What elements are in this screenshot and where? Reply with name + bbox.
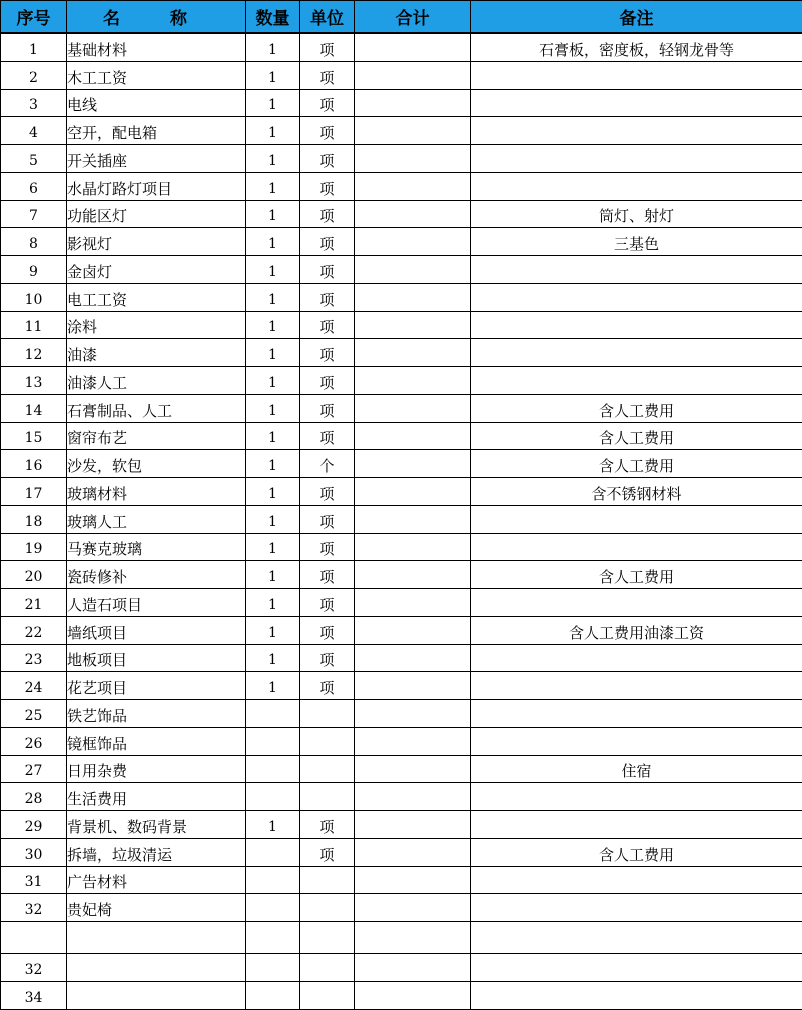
cell-no[interactable]: 27 bbox=[1, 755, 67, 783]
cell-qty[interactable]: 1 bbox=[246, 422, 300, 450]
cell-name[interactable]: 镜框饰品 bbox=[67, 727, 246, 755]
table-row bbox=[1, 33, 802, 61]
cell-unit[interactable]: 项 bbox=[300, 367, 355, 395]
cell-total[interactable] bbox=[355, 838, 471, 866]
cell-note[interactable] bbox=[471, 533, 802, 561]
cell-unit[interactable]: 项 bbox=[300, 61, 355, 89]
cell-note[interactable] bbox=[471, 505, 802, 533]
cell-no[interactable]: 1 bbox=[1, 33, 67, 61]
cell-qty[interactable]: 1 bbox=[246, 33, 300, 61]
cell-note[interactable]: 含人工费用 bbox=[471, 422, 802, 450]
table-row bbox=[1, 256, 802, 284]
cell-name[interactable]: 背景机、数码背景 bbox=[67, 811, 246, 839]
cell-qty[interactable] bbox=[246, 755, 300, 783]
cell-no[interactable]: 29 bbox=[1, 811, 67, 839]
cell-name[interactable]: 墙纸项目 bbox=[67, 616, 246, 644]
cell-unit[interactable] bbox=[300, 727, 355, 755]
cell-no[interactable]: 4 bbox=[1, 117, 67, 145]
cell-name[interactable]: 贵妃椅 bbox=[67, 894, 246, 922]
cell-qty[interactable]: 1 bbox=[246, 811, 300, 839]
cell-unit[interactable]: 项 bbox=[300, 311, 355, 339]
cell-qty[interactable] bbox=[246, 700, 300, 728]
cell-note[interactable]: 含人工费用油漆工资 bbox=[471, 616, 802, 644]
cell-total[interactable] bbox=[355, 700, 471, 728]
cell-note[interactable] bbox=[471, 811, 802, 839]
cell-no[interactable]: 13 bbox=[1, 367, 67, 395]
cell-unit[interactable]: 项 bbox=[300, 172, 355, 200]
cell-qty[interactable] bbox=[246, 981, 300, 1009]
table-row bbox=[1, 283, 802, 311]
cell-name[interactable]: 水晶灯路灯项目 bbox=[67, 172, 246, 200]
cell-note[interactable] bbox=[471, 783, 802, 811]
header-row bbox=[1, 1, 802, 34]
table-row bbox=[1, 311, 802, 339]
cell-qty[interactable]: 1 bbox=[246, 644, 300, 672]
table-row bbox=[1, 838, 802, 866]
cell-name[interactable] bbox=[67, 922, 246, 954]
table-row bbox=[1, 866, 802, 894]
cell-total[interactable] bbox=[355, 866, 471, 894]
cell-no[interactable]: 25 bbox=[1, 700, 67, 728]
cell-no[interactable]: 14 bbox=[1, 394, 67, 422]
cell-no[interactable]: 19 bbox=[1, 533, 67, 561]
cell-note[interactable] bbox=[471, 727, 802, 755]
cell-qty[interactable]: 1 bbox=[246, 89, 300, 117]
cell-no[interactable]: 8 bbox=[1, 228, 67, 256]
cell-no[interactable]: 3 bbox=[1, 89, 67, 117]
cell-note[interactable] bbox=[471, 367, 802, 395]
table-row bbox=[1, 727, 802, 755]
table-row bbox=[1, 117, 802, 145]
cell-note[interactable] bbox=[471, 283, 802, 311]
cell-note[interactable] bbox=[471, 172, 802, 200]
cell-total[interactable] bbox=[355, 589, 471, 617]
cell-qty[interactable]: 1 bbox=[246, 200, 300, 228]
cell-unit[interactable]: 项 bbox=[300, 283, 355, 311]
cell-qty[interactable] bbox=[246, 783, 300, 811]
cell-name[interactable] bbox=[67, 954, 246, 982]
cell-qty[interactable]: 1 bbox=[246, 367, 300, 395]
cell-no[interactable]: 6 bbox=[1, 172, 67, 200]
cell-qty[interactable]: 1 bbox=[246, 450, 300, 478]
cell-unit[interactable]: 项 bbox=[300, 589, 355, 617]
cell-name[interactable]: 瓷砖修补 bbox=[67, 561, 246, 589]
cell-qty[interactable] bbox=[246, 727, 300, 755]
cell-note[interactable]: 筒灯、射灯 bbox=[471, 200, 802, 228]
cell-unit[interactable] bbox=[300, 866, 355, 894]
cell-unit[interactable]: 项 bbox=[300, 505, 355, 533]
cell-note[interactable]: 三基色 bbox=[471, 228, 802, 256]
table-row bbox=[1, 561, 802, 589]
cell-note[interactable]: 含人工费用 bbox=[471, 394, 802, 422]
cell-name[interactable]: 石膏制品、人工 bbox=[67, 394, 246, 422]
cell-name[interactable]: 玻璃人工 bbox=[67, 505, 246, 533]
table-row bbox=[1, 672, 802, 700]
table-row bbox=[1, 616, 802, 644]
cell-unit[interactable]: 项 bbox=[300, 228, 355, 256]
table-row bbox=[1, 922, 802, 954]
cell-unit[interactable]: 个 bbox=[300, 450, 355, 478]
cell-unit[interactable]: 项 bbox=[300, 811, 355, 839]
cell-total[interactable] bbox=[355, 644, 471, 672]
cell-unit[interactable]: 项 bbox=[300, 256, 355, 284]
cell-note[interactable] bbox=[471, 866, 802, 894]
cell-unit[interactable]: 项 bbox=[300, 200, 355, 228]
cell-no[interactable]: 12 bbox=[1, 339, 67, 367]
cell-total[interactable] bbox=[355, 145, 471, 173]
cell-note[interactable] bbox=[471, 644, 802, 672]
cell-qty[interactable] bbox=[246, 954, 300, 982]
cell-no[interactable]: 30 bbox=[1, 838, 67, 866]
cell-name[interactable]: 铁艺饰品 bbox=[67, 700, 246, 728]
cell-qty[interactable]: 1 bbox=[246, 394, 300, 422]
table-row bbox=[1, 61, 802, 89]
cell-name[interactable]: 花艺项目 bbox=[67, 672, 246, 700]
cell-note[interactable] bbox=[471, 339, 802, 367]
cell-note[interactable]: 含人工费用 bbox=[471, 561, 802, 589]
header-total[interactable]: 合计 bbox=[355, 1, 471, 34]
cell-total[interactable] bbox=[355, 727, 471, 755]
cell-note[interactable] bbox=[471, 89, 802, 117]
cell-qty[interactable]: 1 bbox=[246, 311, 300, 339]
header-unit[interactable]: 单位 bbox=[300, 1, 355, 34]
cell-total[interactable] bbox=[355, 755, 471, 783]
cell-name[interactable]: 木工工资 bbox=[67, 61, 246, 89]
cell-qty[interactable]: 1 bbox=[246, 589, 300, 617]
table-body bbox=[1, 33, 802, 1009]
cell-unit[interactable]: 项 bbox=[300, 339, 355, 367]
cell-no[interactable]: 7 bbox=[1, 200, 67, 228]
cell-note[interactable] bbox=[471, 894, 802, 922]
cell-unit[interactable]: 项 bbox=[300, 672, 355, 700]
cell-unit[interactable]: 项 bbox=[300, 616, 355, 644]
cell-name[interactable]: 空开，配电箱 bbox=[67, 117, 246, 145]
table-row bbox=[1, 145, 802, 173]
cell-no[interactable]: 28 bbox=[1, 783, 67, 811]
cell-no[interactable] bbox=[1, 922, 67, 954]
cell-note[interactable] bbox=[471, 61, 802, 89]
cell-unit[interactable]: 项 bbox=[300, 33, 355, 61]
cell-total[interactable] bbox=[355, 283, 471, 311]
table-row bbox=[1, 89, 802, 117]
table-row bbox=[1, 505, 802, 533]
cell-name[interactable]: 玻璃材料 bbox=[67, 478, 246, 506]
cell-qty[interactable]: 1 bbox=[246, 616, 300, 644]
cell-no[interactable]: 21 bbox=[1, 589, 67, 617]
cell-name[interactable]: 马赛克玻璃 bbox=[67, 533, 246, 561]
cell-note[interactable]: 含人工费用 bbox=[471, 450, 802, 478]
cell-note[interactable] bbox=[471, 672, 802, 700]
cell-name[interactable]: 生活费用 bbox=[67, 783, 246, 811]
table-row bbox=[1, 700, 802, 728]
cell-name[interactable] bbox=[67, 981, 246, 1009]
cell-total[interactable] bbox=[355, 981, 471, 1009]
cell-note[interactable]: 含人工费用 bbox=[471, 838, 802, 866]
cell-name[interactable]: 广告材料 bbox=[67, 866, 246, 894]
cell-name[interactable]: 功能区灯 bbox=[67, 200, 246, 228]
cell-note[interactable] bbox=[471, 981, 802, 1009]
cell-qty[interactable]: 1 bbox=[246, 256, 300, 284]
cell-total[interactable] bbox=[355, 200, 471, 228]
cell-qty[interactable] bbox=[246, 866, 300, 894]
cell-unit[interactable] bbox=[300, 894, 355, 922]
cell-qty[interactable]: 1 bbox=[246, 672, 300, 700]
cell-unit[interactable]: 项 bbox=[300, 145, 355, 173]
cell-no[interactable]: 26 bbox=[1, 727, 67, 755]
cell-unit[interactable]: 项 bbox=[300, 561, 355, 589]
cell-unit[interactable]: 项 bbox=[300, 644, 355, 672]
cell-name[interactable]: 电线 bbox=[67, 89, 246, 117]
cell-name[interactable]: 影视灯 bbox=[67, 228, 246, 256]
cell-total[interactable] bbox=[355, 450, 471, 478]
cell-name[interactable]: 沙发，软包 bbox=[67, 450, 246, 478]
header-qty[interactable]: 数量 bbox=[246, 1, 300, 34]
cell-no[interactable]: 20 bbox=[1, 561, 67, 589]
cell-name[interactable]: 油漆人工 bbox=[67, 367, 246, 395]
cell-total[interactable] bbox=[355, 339, 471, 367]
table-row bbox=[1, 811, 802, 839]
cell-total[interactable] bbox=[355, 894, 471, 922]
cell-total[interactable] bbox=[355, 311, 471, 339]
cell-total[interactable] bbox=[355, 256, 471, 284]
cell-qty[interactable] bbox=[246, 838, 300, 866]
cell-total[interactable] bbox=[355, 561, 471, 589]
cell-total[interactable] bbox=[355, 672, 471, 700]
cell-total[interactable] bbox=[355, 533, 471, 561]
cell-unit[interactable]: 项 bbox=[300, 89, 355, 117]
cell-qty[interactable]: 1 bbox=[246, 145, 300, 173]
cell-no[interactable]: 24 bbox=[1, 672, 67, 700]
cell-total[interactable] bbox=[355, 478, 471, 506]
cell-total[interactable] bbox=[355, 954, 471, 982]
cell-name[interactable]: 地板项目 bbox=[67, 644, 246, 672]
cell-total[interactable] bbox=[355, 783, 471, 811]
table-row bbox=[1, 755, 802, 783]
cell-total[interactable] bbox=[355, 505, 471, 533]
table-row bbox=[1, 450, 802, 478]
cell-qty[interactable]: 1 bbox=[246, 561, 300, 589]
cell-unit[interactable] bbox=[300, 700, 355, 728]
cell-note[interactable]: 住宿 bbox=[471, 755, 802, 783]
cell-note[interactable] bbox=[471, 311, 802, 339]
cell-total[interactable] bbox=[355, 922, 471, 954]
cell-no[interactable]: 16 bbox=[1, 450, 67, 478]
cell-no[interactable]: 9 bbox=[1, 256, 67, 284]
cell-name[interactable]: 拆墙，垃圾清运 bbox=[67, 838, 246, 866]
header-name[interactable]: 名 称 bbox=[67, 1, 246, 34]
cell-name[interactable]: 开关插座 bbox=[67, 145, 246, 173]
cell-qty[interactable]: 1 bbox=[246, 478, 300, 506]
cell-total[interactable] bbox=[355, 367, 471, 395]
cell-total[interactable] bbox=[355, 117, 471, 145]
cell-unit[interactable]: 项 bbox=[300, 117, 355, 145]
table-row bbox=[1, 478, 802, 506]
table-row bbox=[1, 200, 802, 228]
cell-no[interactable]: 18 bbox=[1, 505, 67, 533]
cell-name[interactable]: 电工工资 bbox=[67, 283, 246, 311]
table-row bbox=[1, 783, 802, 811]
cell-no[interactable]: 32 bbox=[1, 954, 67, 982]
cell-total[interactable] bbox=[355, 89, 471, 117]
cell-no[interactable]: 23 bbox=[1, 644, 67, 672]
cell-unit[interactable]: 项 bbox=[300, 533, 355, 561]
table-row bbox=[1, 394, 802, 422]
cell-no[interactable]: 34 bbox=[1, 981, 67, 1009]
cell-qty[interactable]: 1 bbox=[246, 172, 300, 200]
table-row bbox=[1, 644, 802, 672]
cell-total[interactable] bbox=[355, 33, 471, 61]
header-no[interactable]: 序号 bbox=[1, 1, 67, 34]
cell-total[interactable] bbox=[355, 61, 471, 89]
cell-note[interactable] bbox=[471, 117, 802, 145]
cell-total[interactable] bbox=[355, 616, 471, 644]
cell-note[interactable] bbox=[471, 922, 802, 954]
table-row bbox=[1, 954, 802, 982]
cell-no[interactable]: 2 bbox=[1, 61, 67, 89]
cell-qty[interactable]: 1 bbox=[246, 533, 300, 561]
table-row bbox=[1, 589, 802, 617]
cell-name[interactable]: 涂料 bbox=[67, 311, 246, 339]
cell-name[interactable]: 人造石项目 bbox=[67, 589, 246, 617]
cell-note[interactable] bbox=[471, 256, 802, 284]
cell-qty[interactable]: 1 bbox=[246, 283, 300, 311]
cell-qty[interactable]: 1 bbox=[246, 61, 300, 89]
table-row bbox=[1, 533, 802, 561]
cell-no[interactable]: 10 bbox=[1, 283, 67, 311]
cell-unit[interactable] bbox=[300, 755, 355, 783]
cell-name[interactable]: 窗帘布艺 bbox=[67, 422, 246, 450]
cell-total[interactable] bbox=[355, 172, 471, 200]
cell-name[interactable]: 日用杂费 bbox=[67, 755, 246, 783]
cell-note[interactable] bbox=[471, 589, 802, 617]
cell-name[interactable]: 金卤灯 bbox=[67, 256, 246, 284]
cell-qty[interactable]: 1 bbox=[246, 117, 300, 145]
cell-qty[interactable] bbox=[246, 894, 300, 922]
cell-qty[interactable]: 1 bbox=[246, 228, 300, 256]
cell-unit[interactable] bbox=[300, 922, 355, 954]
cell-name[interactable]: 基础材料 bbox=[67, 33, 246, 61]
cell-no[interactable]: 31 bbox=[1, 866, 67, 894]
table-row bbox=[1, 981, 802, 1009]
cell-qty[interactable] bbox=[246, 922, 300, 954]
cell-note[interactable]: 含不锈钢材料 bbox=[471, 478, 802, 506]
table-row bbox=[1, 172, 802, 200]
cell-no[interactable]: 5 bbox=[1, 145, 67, 173]
cell-unit[interactable]: 项 bbox=[300, 838, 355, 866]
cell-unit[interactable]: 项 bbox=[300, 422, 355, 450]
cell-note[interactable] bbox=[471, 954, 802, 982]
header-note[interactable]: 备注 bbox=[471, 1, 802, 34]
table-row bbox=[1, 422, 802, 450]
table-row bbox=[1, 894, 802, 922]
cell-qty[interactable]: 1 bbox=[246, 339, 300, 367]
cell-note[interactable] bbox=[471, 700, 802, 728]
table-row bbox=[1, 367, 802, 395]
cell-unit[interactable] bbox=[300, 981, 355, 1009]
cell-unit[interactable] bbox=[300, 783, 355, 811]
cell-total[interactable] bbox=[355, 228, 471, 256]
cell-note[interactable]: 石膏板，密度板，轻钢龙骨等 bbox=[471, 33, 802, 61]
cell-no[interactable]: 17 bbox=[1, 478, 67, 506]
cell-unit[interactable]: 项 bbox=[300, 478, 355, 506]
cell-no[interactable]: 32 bbox=[1, 894, 67, 922]
table-row bbox=[1, 339, 802, 367]
cell-total[interactable] bbox=[355, 422, 471, 450]
cell-qty[interactable]: 1 bbox=[246, 505, 300, 533]
cell-note[interactable] bbox=[471, 145, 802, 173]
cell-name[interactable]: 油漆 bbox=[67, 339, 246, 367]
cell-unit[interactable]: 项 bbox=[300, 394, 355, 422]
cell-total[interactable] bbox=[355, 811, 471, 839]
cell-unit[interactable] bbox=[300, 954, 355, 982]
cell-no[interactable]: 15 bbox=[1, 422, 67, 450]
cell-no[interactable]: 22 bbox=[1, 616, 67, 644]
cell-total[interactable] bbox=[355, 394, 471, 422]
cell-no[interactable]: 11 bbox=[1, 311, 67, 339]
table-row bbox=[1, 228, 802, 256]
